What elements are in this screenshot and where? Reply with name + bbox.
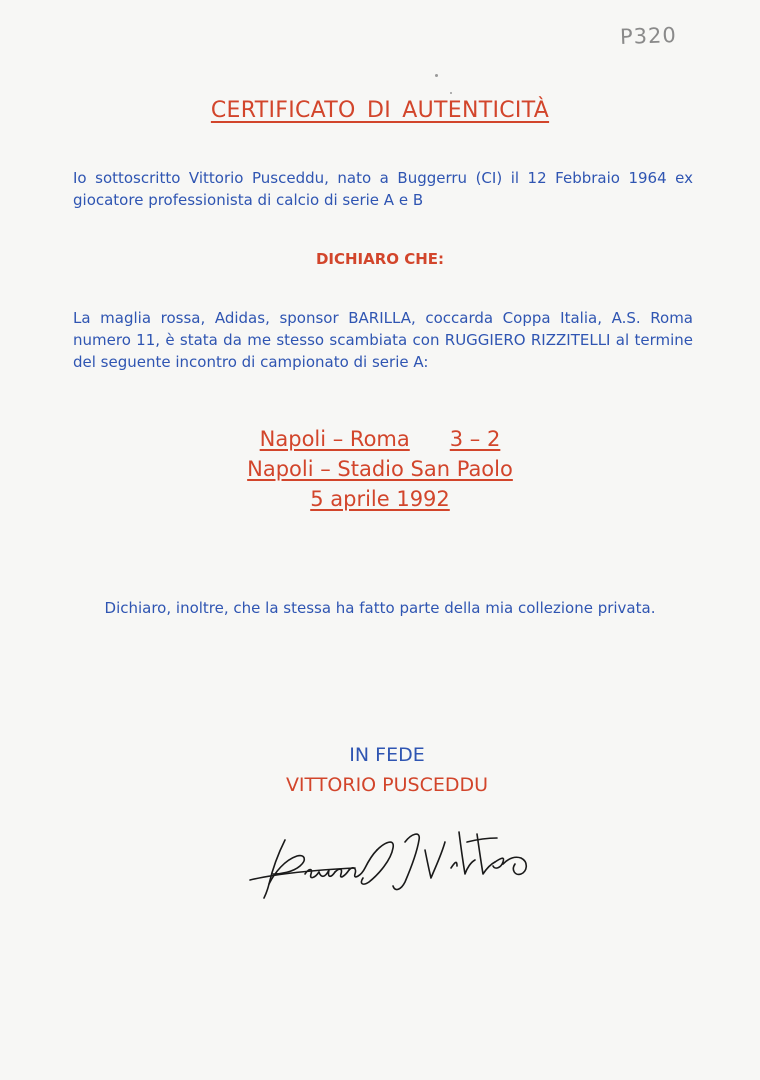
certificate-title: CERTIFICATO DI AUTENTICITÀ [210, 98, 550, 123]
match-date: 5 aprile 1992 [310, 487, 450, 511]
declaration-heading: DICHIARO CHE: [315, 250, 445, 268]
match-score: 3 – 2 [449, 427, 501, 451]
body-paragraph: La maglia rossa, Adidas, sponsor BARILLA, coccarda Coppa Italia, A.S. Roma numero 11, è stata da me stesso scambiata con RUGGIERO RIZZITELLI al termine del seguente incontro di campionato di serie A: [73, 309, 693, 371]
match-teams: Napoli – Roma [259, 427, 410, 451]
paper-speck [450, 92, 452, 94]
handwritten-reference-note: P320 [619, 23, 678, 49]
signer-name: VITTORIO PUSCEDDU [285, 774, 489, 796]
handwritten-signature [245, 812, 545, 902]
closing-statement: Dichiaro, inoltre, che la stessa ha fatto parte della mia collezione privata. [104, 599, 656, 617]
match-venue: Napoli – Stadio San Paolo [247, 457, 513, 481]
intro-paragraph: Io sottoscritto Vittorio Pusceddu, nato a Buggerru (CI) il 12 Febbraio 1964 ex giocatore professionista di calcio di serie A e B [73, 169, 693, 209]
sign-off: IN FEDE [349, 744, 425, 766]
match-result-line [90, 427, 670, 451]
paper-speck [435, 74, 438, 77]
